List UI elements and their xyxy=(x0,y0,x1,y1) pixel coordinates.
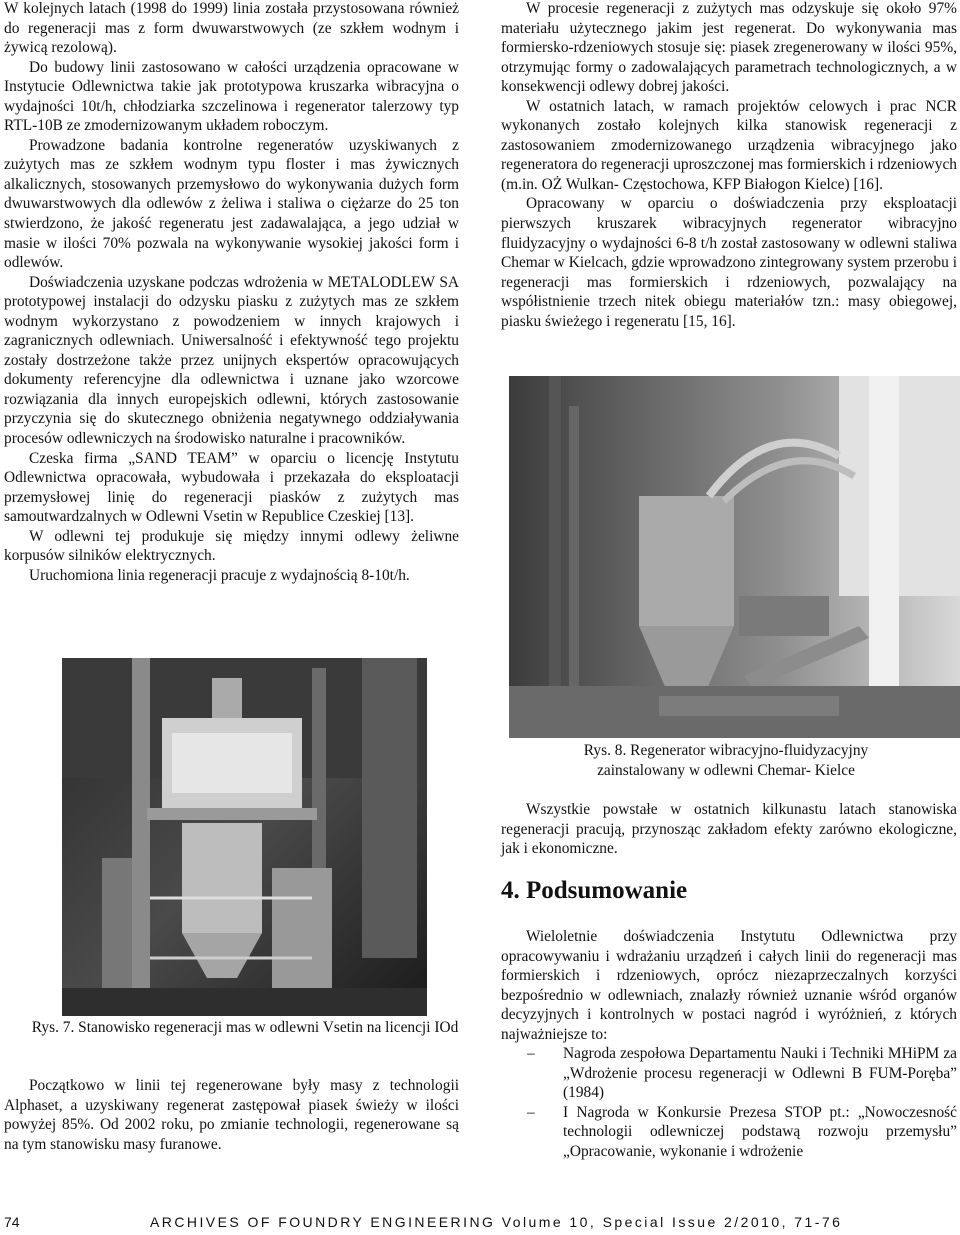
figure-8-photo xyxy=(509,376,960,738)
paragraph: Doświadczenia uzyskane podczas wdrożenia w METALODLEW SA prototypowej instalacji do odzysku piasku z zużytych mas ze szkłem wodnym wykorzystano z powodzeniem w innych krajowych i zagranicznych odlewniach. Uniwersalność i efektywność tego projektu zostały dostrzeżone także przez unijnych ekspertów opracowujących dokumenty referencyjne dla odlewnictwa i uznane jako wzorcowe rozwiązania dla innych europejskich odlewni, których zastosowanie przyczynia się do skutecznego obniżenia negatywnego oddziaływania procesów odlewniczych na środowisko naturalne i pracowników. xyxy=(4,273,459,448)
list-item: – I Nagroda w Konkursie Prezesa STOP pt.: „Nowoczesność technologii odlewniczej podstawą rozwoju przemysłu” „Opracowanie, wykonanie i wdrożenie xyxy=(527,1103,957,1161)
paragraph: W odlewni tej produkuje się między innymi odlewy żeliwne korpusów silników elektrycznych. xyxy=(4,527,459,565)
regeneration-station-illustration xyxy=(62,658,427,1016)
section-heading: 4. Podsumowanie xyxy=(501,877,688,904)
paragraph: Wieloletnie doświadczenia Instytutu Odlewnictwa przy opracowywaniu i wdrażaniu urządzeń i całych linii do regeneracji mas formierskich i rdzeniowych, oprócz niezaprzeczalnych korzyści bezpośrednio w odlewniach, znalazły również uznanie wśród organów decyzyjnych i kontrolnych w postaci nagród i wyróżnień, z których najważniejsze to: xyxy=(501,928,957,1043)
list-item: – Nagroda zespołowa Departamentu Nauki i Techniki MHiPM za „Wdrożenie procesu regeneracji w Odlewni B FUM-Poręba” (1984) xyxy=(527,1045,957,1102)
paragraph: W kolejnych latach (1998 do 1999) linia została przystosowana również do regeneracji mas z form dwuwarstwowych (ze szkłem wodnym i żywicą rezolową). xyxy=(4,0,459,57)
page-number: 74 xyxy=(4,1214,20,1230)
figure-7-caption: Rys. 7. Stanowisko regeneracji mas w odlewni Vsetin na licencji IOd xyxy=(31,1019,459,1036)
figure-7-photo xyxy=(62,658,427,1016)
paragraph: Do budowy linii zastosowano w całości urządzenia opracowane w Instytucie Odlewnictwa takie jak prototypowa kruszarka wibracyjna o wydajności 10t/h, chłodziarka szczelinowa i regenerator talerzowy typ RTL-10B ze zmodernizowanym układem roboczym. xyxy=(4,58,459,135)
paragraph: Wszystkie powstałe w ostatnich kilkunastu latach stanowiska regeneracji pracują, przynosząc zakładom efekty zarówno ekologiczne, jak i ekonomiczne. xyxy=(501,801,957,858)
dash-bullet: – xyxy=(527,1045,535,1063)
paragraph: Czeska firma „SAND TEAM” w oparciu o licencję Instytutu Odlewnictwa opracowała, wybudowała i przekazała do eksploatacji przemysłowej linię do regeneracji piasków z zużytych mas samoutwardzalnych w Odlewni Vsetin w Republice Czeskiej [13]. xyxy=(4,449,459,526)
left-column-bottom xyxy=(4,1076,459,1154)
right-column xyxy=(501,0,957,331)
paragraph: W ostatnich latach, w ramach projektów celowych i prac NCR wykonanych zostało kolejnych kilka stanowisk regeneracji z zastosowaniem zmodernizowanego urządzenia wibracyjnego jako regeneratora do regeneracji uproszczonej mas formierskich i rdzeniowych (m.in. OŻ Wulkan- Częstochowa, KFP Białogon Kielce) [16]. xyxy=(501,97,957,193)
right-column-lower xyxy=(501,800,957,859)
journal-reference: ARCHIVES OF FOUNDRY ENGINEERING Volume 10, Special Issue 2/2010, 71-76 xyxy=(150,1214,843,1230)
awards-list xyxy=(501,1044,957,1161)
page-footer xyxy=(4,1213,956,1233)
paragraph: Prowadzone badania kontrolne regeneratów uzyskiwanych z zużytych mas ze szkłem wodnym typu floster i mas żywicznych alkalicznych, stosowanych przemysłowo do wykonywania dużych form dwuwarstwowych dla odlewów z żeliwa i staliwa o ciężarze do 25 ton stwierdzono, że jakość regeneratu jest zadawalająca, a jego udział w masie w ilości 70% pozwala na wykonywanie wysokiej jakości form i odlewów. xyxy=(4,136,459,272)
paragraph: Początkowo w linii tej regenerowane były masy z technologii Alphaset, a uzyskiwany regenerat zastępował piasek świeży w ilości powyżej 85%. Od 2002 roku, po zmianie technologii, regenerowane są na tym stanowisku masy furanowe. xyxy=(4,1077,459,1153)
left-column xyxy=(4,0,459,585)
figure-8-caption: Rys. 8. Regenerator wibracyjno-fluidyzacyjny zainstalowany w odlewni Chemar- Kielce xyxy=(583,742,869,779)
paragraph: Uruchomiona linia regeneracji pracuje z wydajnością 8-10t/h. xyxy=(29,566,410,584)
paragraph: Opracowany w oparciu o doświadczenia przy eksploatacji pierwszych kruszarek wibracyjnych regenerator wibracyjno fluidyzacyjny o wydajności 6-8 t/h został zastosowany w odlewni staliwa Chemar w Kielcach, gdzie wprowadzono zintegrowany system przerobu i regeneracji mas formierskich i rdzeniowych, pozwalający na współistnienie trzech nitek obiegu materiałów tzn.: masy obiegowej, piasku świeżego i regeneratu [15, 16]. xyxy=(501,195,957,330)
vibratory-regenerator-illustration xyxy=(509,376,960,738)
right-column-summary xyxy=(501,927,957,1162)
dash-bullet: – xyxy=(527,1103,535,1121)
paragraph: W procesie regeneracji z zużytych mas odzyskuje się około 97% materiału użytecznego jakim jest regenerat. Do wykonywania mas formiersko-rdzeniowych stosuje się: piasek zregenerowany w ilości 95%, otrzymując formy o zadowalających parametrach technologicznych, a w konsekwencji odlewy dobrej jakości. xyxy=(501,0,957,96)
